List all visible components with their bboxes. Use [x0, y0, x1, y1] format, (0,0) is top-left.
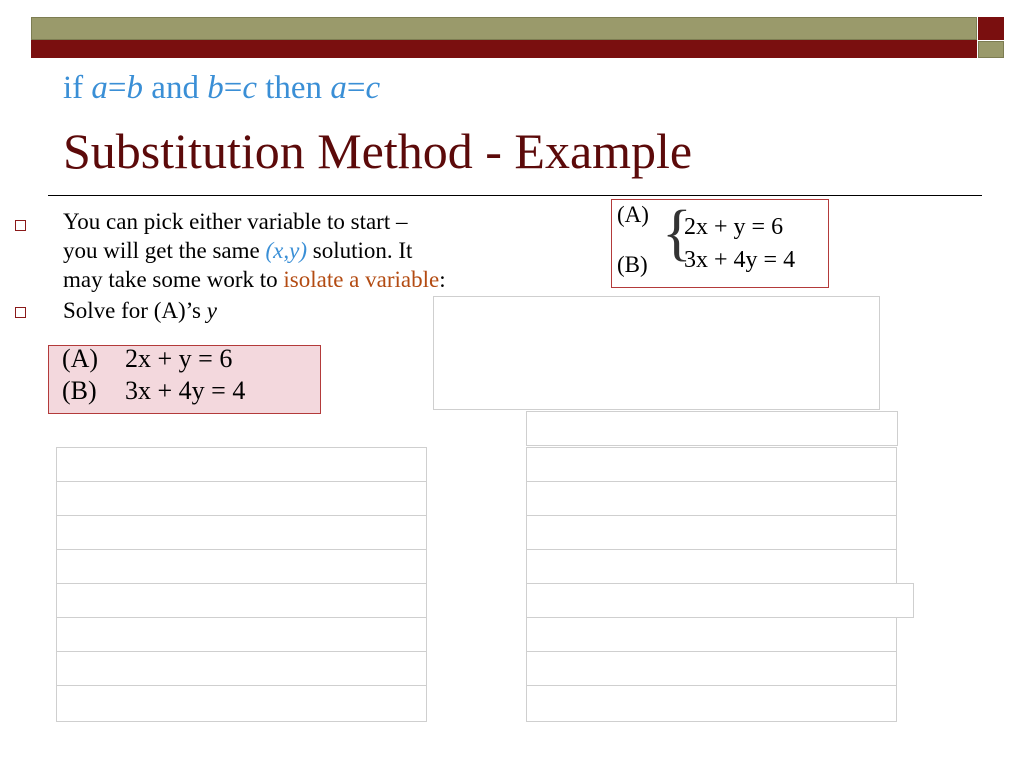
- blank-row: [526, 481, 897, 516]
- blank-row: [526, 617, 897, 652]
- slide-subtitle: if a=b and b=c then a=c: [63, 70, 381, 106]
- header-square-red: [978, 17, 1004, 40]
- blank-row: [526, 515, 897, 550]
- isolate-highlight: isolate a variable: [283, 267, 440, 292]
- bullet-1-line-3: may take some work to isolate a variable:: [63, 267, 446, 292]
- label-a: (A): [62, 344, 99, 373]
- blank-row: [56, 447, 427, 482]
- equation-b: 3x + 4y = 4: [125, 376, 246, 405]
- bullet-1-line-2: you will get the same (x,y) solution. It: [63, 238, 413, 263]
- blank-row: [56, 685, 427, 722]
- blank-row: [56, 583, 427, 618]
- bullet-marker: [15, 220, 26, 231]
- brace-icon: {: [662, 199, 692, 267]
- equation-block: [48, 345, 321, 414]
- blank-row: [56, 515, 427, 550]
- bullet-2: Solve for (A)’s y: [63, 298, 217, 323]
- equation-a: 2x + y = 6: [125, 344, 233, 373]
- blank-row: [56, 651, 427, 686]
- blank-row: [526, 651, 897, 686]
- bullet-marker: [15, 307, 26, 318]
- header-bar-red: [31, 40, 977, 58]
- blank-row: [526, 447, 897, 482]
- blank-row: [526, 549, 897, 584]
- slide-title: Substitution Method - Example: [63, 123, 693, 179]
- title-divider: [48, 195, 982, 196]
- blank-row: [526, 583, 914, 618]
- blank-row: [56, 617, 427, 652]
- blank-row: [56, 549, 427, 584]
- equation-b: 3x + 4y = 4: [684, 247, 796, 273]
- header-bar-olive: [31, 17, 977, 40]
- equation-a: 2x + y = 6: [684, 214, 784, 240]
- header-square-olive: [978, 41, 1004, 58]
- blank-row: [56, 481, 427, 516]
- blank-row: [526, 685, 897, 722]
- label-a: (A): [617, 202, 649, 227]
- answer-box: [433, 296, 880, 410]
- answer-box: [526, 411, 898, 446]
- bullet-1-line-1: You can pick either variable to start –: [63, 209, 408, 234]
- label-b: (B): [62, 376, 97, 405]
- equation-system-box: [611, 199, 829, 288]
- xy-highlight: (x,y): [265, 238, 307, 263]
- bullet-1: [63, 207, 446, 294]
- label-b: (B): [617, 252, 648, 277]
